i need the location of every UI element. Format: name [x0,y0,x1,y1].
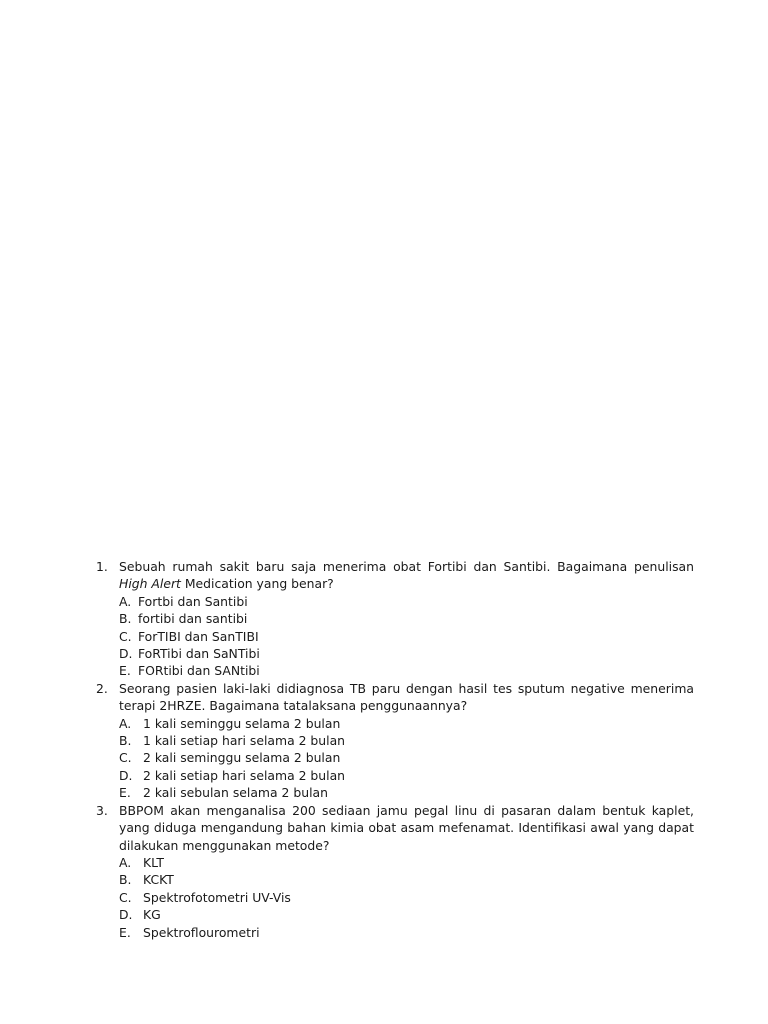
option-text: Fortbi dan Santibi [138,593,248,609]
option-e [119,662,694,679]
option-letter: E. [119,785,131,801]
option-d [119,767,694,784]
option-text: 2 kali setiap hari selama 2 bulan [143,767,346,783]
option-letter: D. [119,767,133,783]
option-text: Spektroflourometri [143,924,260,940]
option-e [119,784,694,801]
option-text: KLT [143,854,164,870]
option-text: 1 kali seminggu selama 2 bulan [143,715,341,731]
option-a [119,854,694,871]
option-letter: E. [119,924,131,940]
option-text: KCKT [143,872,174,888]
option-list [119,715,694,802]
question-number: 2. [96,680,108,696]
option-d [119,906,694,923]
question-list [96,558,694,941]
option-letter: D. [119,907,133,923]
option-text: fortibi dan santibi [138,611,248,627]
option-c [119,628,694,645]
option-letter: E. [119,663,131,679]
question-text-part: Sebuah rumah sakit baru saja menerima obat Fortibi dan Santibi. Bagaimana penulisan [119,559,694,574]
question-number: 1. [96,559,108,574]
option-text: 2 kali seminggu selama 2 bulan [143,750,341,766]
question-number: 3. [96,802,108,818]
option-text: FoRTibi dan SaNTibi [138,646,260,662]
option-b [119,871,694,888]
option-letter: B. [119,872,132,888]
option-letter: B. [119,611,132,627]
option-list [119,593,694,680]
question-1 [96,558,694,680]
option-letter: D. [119,646,133,662]
option-letter: B. [119,733,132,749]
question-text [119,558,694,593]
option-a [119,715,694,732]
option-letter: C. [119,750,132,766]
option-d [119,645,694,662]
option-c [119,749,694,766]
option-letter: A. [119,854,132,870]
option-letter: A. [119,715,132,731]
question-2 [96,680,694,802]
option-letter: C. [119,628,132,644]
option-text: KG [143,907,161,923]
option-b [119,732,694,749]
option-a [119,593,694,610]
option-text: 1 kali setiap hari selama 2 bulan [143,733,346,749]
question-text: BBPOM akan menganalisa 200 sediaan jamu pegal linu di pasaran dalam bentuk kaplet, yang diduga mengandung bahan kimia obat asam mefenamat. Identifikasi awal yang dapat dilakukan menggunakan metode? [119,802,694,853]
option-b [119,610,694,627]
option-text: 2 kali sebulan selama 2 bulan [143,785,328,801]
option-text: FORtibi dan SANtibi [138,663,260,679]
option-list [119,854,694,941]
option-letter: C. [119,889,132,905]
question-text-italic: High Alert [119,576,181,592]
option-text: Spektrofotometri UV-Vis [143,889,291,905]
option-c [119,889,694,906]
question-text-part: Medication yang benar? [180,576,334,592]
option-e [119,924,694,941]
question-3 [96,802,694,941]
option-letter: A. [119,593,132,609]
option-text: ForTIBI dan SanTIBI [138,628,259,644]
question-text: Seorang pasien laki-laki didiagnosa TB paru dengan hasil tes sputum negative menerima terapi 2HRZE. Bagaimana tatalaksana penggunaannya? [119,680,694,714]
